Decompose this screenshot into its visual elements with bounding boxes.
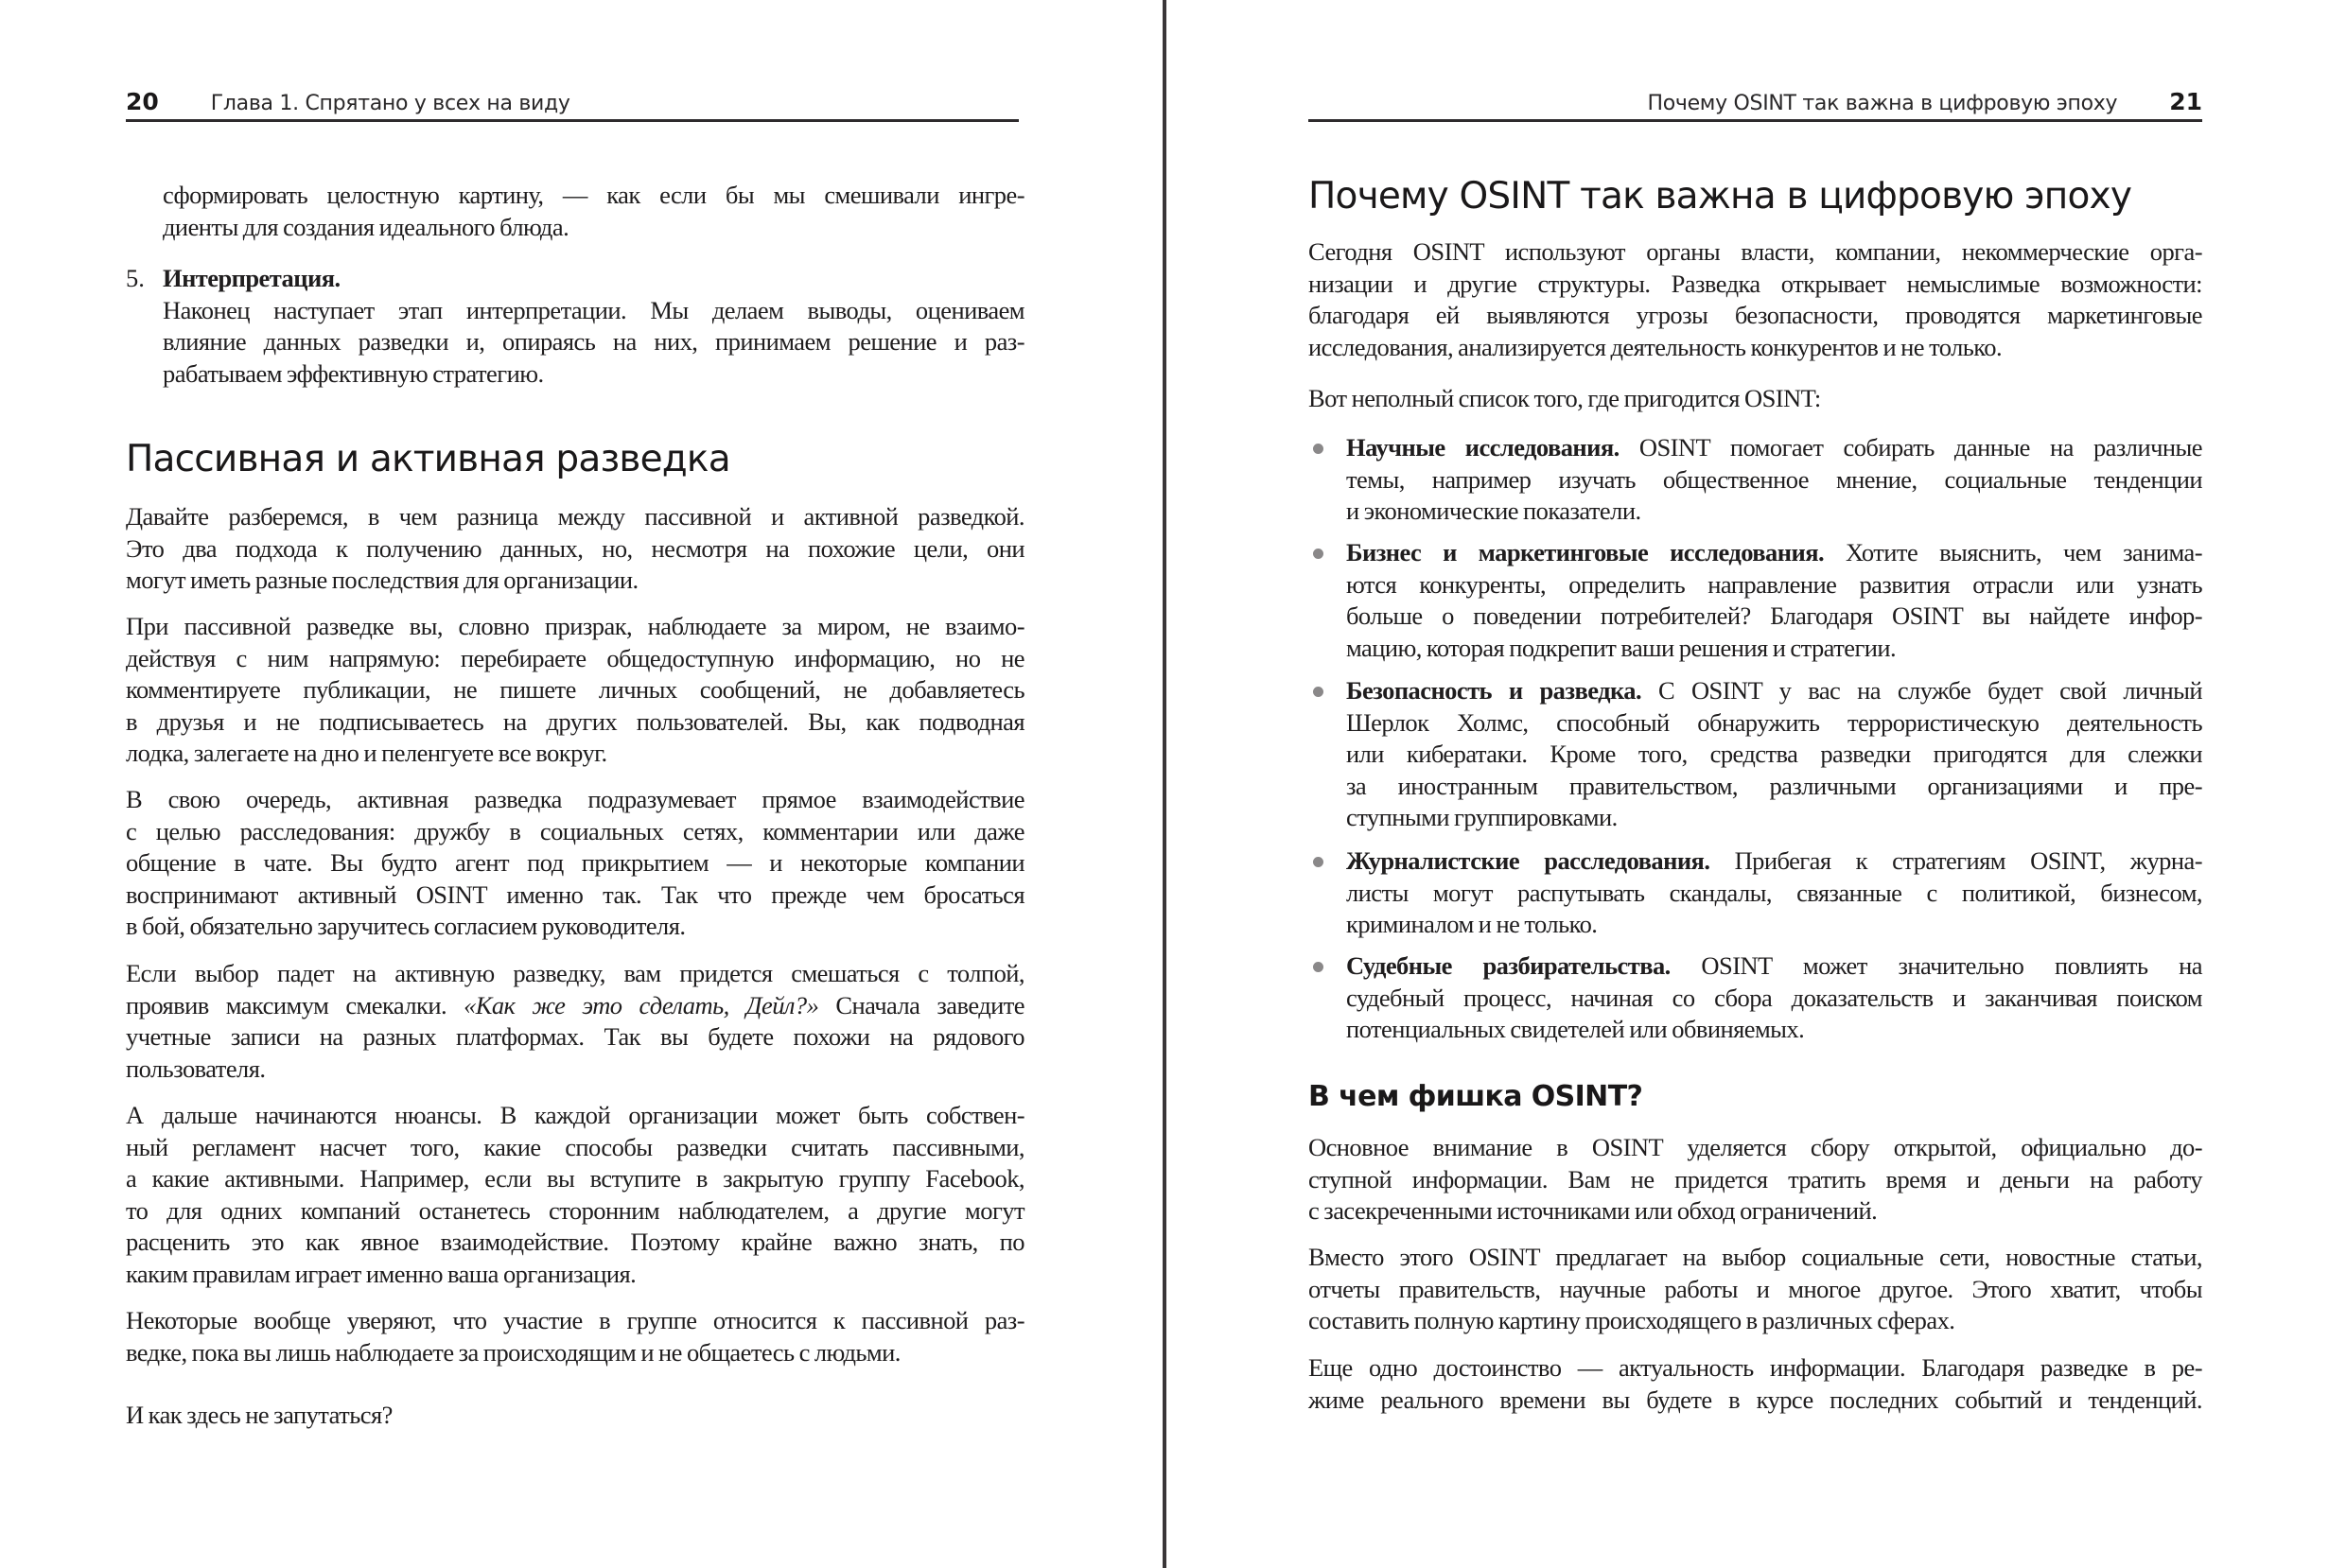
bullet-title: Научные исследования. bbox=[1346, 433, 1620, 462]
text-line: Наконец наступает этап интерпретации. Мы делаем выводы, оцениваем bbox=[163, 295, 1024, 324]
bullet-item: Бизнес и маркетинговые исследования. Хотите выяснить, чем занима- ются конкуренты, определить направление развития отрасли или узнать больше о поведении потребителей? Благодаря OSINT вы найдете инфор- мацию, которая подкрепит ваши решения и стратегии. bbox=[1346, 537, 2202, 664]
paragraph bbox=[1308, 1242, 2202, 1337]
bullet-title: Бизнес и маркетинговые исследования. bbox=[1346, 538, 1825, 566]
text-line: диенты для создания идеального блюда. bbox=[163, 212, 569, 241]
text-line: с засекреченными источниками или обход ограничений. bbox=[1308, 1196, 1878, 1226]
bullet-title: Безопасность и разведка. bbox=[1346, 676, 1642, 705]
running-title: Почему OSINT так важна в цифровую эпоху bbox=[1647, 92, 2118, 115]
text-line: проявив максимум смекалки. «Как же это сделать, Дейл?» Сначала заведите bbox=[126, 990, 1024, 1019]
bullet-icon bbox=[1313, 857, 1323, 867]
text-line: А дальше начинаются нюансы. В каждой организации может быть собствен- bbox=[126, 1101, 1024, 1129]
running-header-left bbox=[126, 81, 1019, 115]
text-line: мацию, которая подкрепит ваши решения и стратегии. bbox=[1346, 633, 1897, 662]
header-rule bbox=[1308, 119, 2202, 122]
list-continuation bbox=[163, 180, 1024, 243]
text-line: судебный процесс, начиная со сбора доказательств и заканчивая поиском bbox=[1346, 983, 2202, 1012]
text-line: Вместо этого OSINT предлагает на выбор социальные сети, новостные статьи, bbox=[1308, 1243, 2202, 1271]
text-line: Вот неполный список того, где пригодится OSINT: bbox=[1308, 384, 1821, 412]
page-number: 21 bbox=[2169, 88, 2202, 115]
text-line: и экономические показатели. bbox=[1346, 497, 1641, 526]
list-marker: 5. bbox=[126, 264, 145, 292]
text-line: с целью расследования: дружбу в социальных сетях, комментарии или даже bbox=[126, 816, 1024, 845]
text-line: пользователя. bbox=[126, 1054, 266, 1083]
text-line: потенциальных свидетелей или обвиняемых. bbox=[1346, 1015, 1805, 1044]
text-line: При пассивной разведке вы, словно призрак, наблюдаете за миром, не взаимо- bbox=[126, 612, 1024, 640]
header-rule bbox=[126, 119, 1019, 122]
section-heading: Почему OSINT так важна в цифровую эпоху bbox=[1308, 175, 2132, 218]
paragraph bbox=[1308, 1132, 2202, 1228]
text-line: криминалом и не только. bbox=[1346, 910, 1598, 939]
text-line: Еще одно достоинство — актуальность информации. Благодаря разведке в ре- bbox=[1308, 1353, 2202, 1382]
bullet-icon bbox=[1313, 549, 1323, 559]
text-line: низации и другие структуры. Разведка открывает немыслимые возможности: bbox=[1308, 269, 2202, 298]
text-line: а какие активными. Например, если вы вступите в закрытую группу Facebook, bbox=[126, 1164, 1024, 1193]
text-line: влияние данных разведки и, опираясь на них, принимаем решение и раз- bbox=[163, 327, 1024, 357]
bullet-title: Судебные разбирательства. bbox=[1346, 951, 1671, 980]
list-item-title: Интерпретация. bbox=[163, 264, 341, 292]
list-item-interpretation bbox=[163, 263, 1024, 390]
text-line: жиме реального времени вы будете в курсе последних событий и тенденций. bbox=[1308, 1385, 2202, 1414]
bullet-item: Безопасность и разведка. С OSINT у вас на службе будет свой личный Шерлок Холмс, способный обнаружить террористическую деятельность или кибератаки. Кроме того, средства разведки пригодятся для слежки за иностранным правительством, различными организациями и пре- ступными группировками. bbox=[1346, 675, 2202, 834]
text-line: в друзья и не подписываетесь на других пользователей. Вы, как подводная bbox=[126, 706, 1024, 736]
bullet-item: Судебные разбирательства. OSINT может значительно повлиять на судебный процесс, начиная со сбора доказательств и заканчивая поиском потенциальных свидетелей или обвиняемых. bbox=[1346, 950, 2202, 1046]
paragraph bbox=[126, 611, 1024, 770]
paragraph bbox=[126, 1400, 1024, 1432]
text-line: И как здесь не запутаться? bbox=[126, 1401, 393, 1429]
list-intro bbox=[1308, 383, 2202, 415]
text-line: Шерлок Холмс, способный обнаружить террористическую деятельность bbox=[1346, 707, 2202, 737]
paragraph bbox=[126, 958, 1024, 1085]
bullet-item: Журналистские расследования. Прибегая к стратегиям OSINT, журна- листы могут распутывать скандалы, связанные с политикой, бизнесом, криминалом и не только. bbox=[1346, 845, 2202, 941]
running-header-right bbox=[1308, 81, 2202, 115]
text-line: или кибератаки. Кроме того, средства разведки пригодятся для слежки bbox=[1346, 740, 2202, 769]
left-page bbox=[0, 0, 1164, 1568]
text-line: то для одних компаний останетесь сторонним наблюдателем, а другие могут bbox=[126, 1195, 1024, 1225]
text-line: лодка, залегаете на дно и пеленгуете все вокруг. bbox=[126, 739, 607, 768]
running-title: Глава 1. Спрятано у всех на виду bbox=[210, 92, 570, 115]
text-line: благодаря ей выявляются угрозы безопасности, проводятся маркетинговые bbox=[1308, 301, 2202, 330]
text-line: ступной информации. Вам не придется тратить время и деньги на работу bbox=[1308, 1164, 2202, 1193]
paragraph bbox=[126, 1305, 1024, 1368]
bullet-icon bbox=[1313, 962, 1323, 972]
text-line: за иностранным правительством, различными организациями и пре- bbox=[1346, 771, 2202, 800]
page-number: 20 bbox=[126, 88, 159, 115]
text-line: отчеты правительств, научные работы и многое другое. Этого хватит, чтобы bbox=[1308, 1274, 2202, 1303]
bullet-icon bbox=[1313, 444, 1323, 454]
text-line: Если выбор падет на активную разведку, вам придется смешаться с толпой, bbox=[126, 959, 1024, 987]
text-line: ный регламент насчет того, какие способы разведки считать пассивными, bbox=[126, 1132, 1024, 1161]
text-line: учетные записи на разных платформах. Так вы будете похожи на рядового bbox=[126, 1022, 1024, 1052]
text-line: темы, например изучать общественное мнение, социальные тенденции bbox=[1346, 464, 2202, 494]
right-page bbox=[1166, 0, 2329, 1568]
text-line: сформировать целостную картину, — как если бы мы смешивали ингре- bbox=[163, 181, 1024, 209]
text-line: ведке, пока вы лишь наблюдаете за происходящим и не общаетесь с людьми. bbox=[126, 1337, 901, 1367]
text-line: расценить это как явное взаимодействие. Поэтому крайне важно знать, по bbox=[126, 1228, 1024, 1257]
text-line: Основное внимание в OSINT уделяется сбору открытой, официально до- bbox=[1308, 1133, 2202, 1161]
bullet-icon bbox=[1313, 687, 1323, 697]
text-line: воспринимают активный OSINT именно так. Так что прежде чем бросаться bbox=[126, 880, 1024, 909]
text-line: больше о поведении потребителей? Благодаря OSINT вы найдете инфор- bbox=[1346, 601, 2202, 631]
paragraph bbox=[126, 1100, 1024, 1291]
text-line: каким правилам играет именно ваша организация. bbox=[126, 1259, 637, 1288]
subsection-heading: В чем фишка OSINT? bbox=[1308, 1080, 1643, 1113]
text-line: рабатываем эффективную стратегию. bbox=[163, 358, 544, 388]
text-line: в бой, обязательно заручитесь согласием руководителя. bbox=[126, 912, 686, 941]
text-line: Давайте разберемся, в чем разница между пассивной и активной разведкой. bbox=[126, 502, 1024, 531]
text-line: могут иметь разные последствия для организации. bbox=[126, 566, 639, 595]
paragraph bbox=[1308, 1352, 2202, 1416]
text-line: ются конкуренты, определить направление развития отрасли или узнать bbox=[1346, 569, 2202, 599]
text-line: Это два подхода к получению данных, но, несмотря на похожие цели, они bbox=[126, 533, 1024, 563]
text-line: Сегодня OSINT используют органы власти, компании, некоммерческие орга- bbox=[1308, 237, 2202, 266]
bullet-item: Научные исследования. OSINT помогает собирать данные на различные темы, например изучать общественное мнение, социальные тенденции и экономические показатели. bbox=[1346, 432, 2202, 528]
paragraph-intro bbox=[1308, 236, 2202, 363]
text-line: комментируете публикации, не пишете личных сообщений, не добавляетесь bbox=[126, 675, 1024, 705]
text-line: действуя с ним напрямую: перебираете общедоступную информацию, но не bbox=[126, 643, 1024, 672]
italic-quote: «Как же это сделать, Дейл?» bbox=[464, 990, 819, 1019]
text-line: В свою очередь, активная разведка подразумевает прямое взаимодействие bbox=[126, 785, 1024, 813]
bullet-title: Журналистские расследования. bbox=[1346, 846, 1710, 875]
text-line: составить полную картину происходящего в различных сферах. bbox=[1308, 1306, 1955, 1335]
text-line: исследования, анализируется деятельность конкурентов и не только. bbox=[1308, 332, 2003, 361]
text-line: Некоторые вообще уверяют, что участие в группе относится к пассивной раз- bbox=[126, 1306, 1024, 1334]
text-line: общение в чате. Вы будто агент под прикрытием — и некоторые компании bbox=[126, 848, 1024, 878]
text-line: ступными группировками. bbox=[1346, 803, 1618, 832]
paragraph bbox=[126, 784, 1024, 943]
paragraph bbox=[126, 501, 1024, 597]
text-line: листы могут распутывать скандалы, связанные с политикой, бизнесом, bbox=[1346, 878, 2202, 907]
section-heading: Пассивная и активная разведка bbox=[126, 438, 730, 480]
